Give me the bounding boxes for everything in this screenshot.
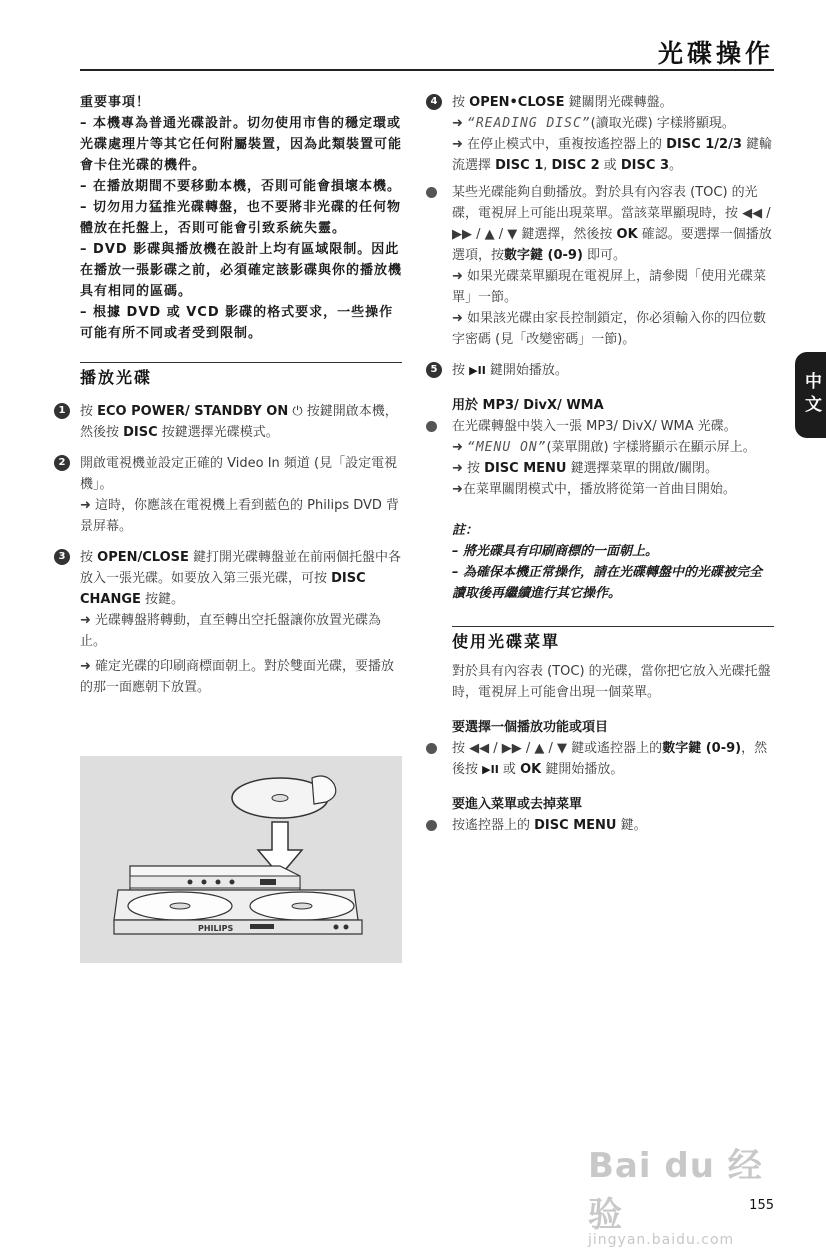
step-text: 開啟電視機並設定正確的 Video In 頻道 (見「設定電視機」。	[80, 456, 398, 492]
disc-tray-drawing	[80, 756, 402, 963]
step-number: 2	[54, 455, 70, 471]
bullet-icon	[426, 743, 437, 754]
step-text: 按 OPEN•CLOSE 鍵關閉光碟轉盤。	[452, 95, 673, 110]
right-column	[430, 92, 774, 836]
select-subheading: 要選擇一個播放功能或項目	[452, 720, 609, 735]
important-line: – 本機專為普通光碟設計。切勿使用市售的穩定環或光碟處理片等其它任何附屬裝置，因為此類裝置可能會卡住光碟的機件。	[80, 116, 403, 173]
bullet-icon	[426, 421, 437, 432]
player-front-panel	[114, 920, 362, 934]
page-number: 155	[749, 1198, 774, 1213]
item-text: 按遙控器上的 DISC MENU 鍵。	[452, 818, 647, 833]
step-result: ➜ 這時，你應該在電視機上看到藍色的 Philips DVD 背景屏幕。	[80, 498, 400, 534]
item-result: ➜ 按 DISC MENU 鍵選擇菜單的開啟/關閉。	[452, 461, 718, 476]
item-result: ➜ 如果該光碟由家長控制鎖定，你必須輸入你的四位數字密碼 (見「改變密碼」一節)。	[452, 311, 767, 347]
play-section-title: 播放光碟	[80, 362, 402, 397]
step-number: 1	[54, 403, 70, 419]
item-text: 在光碟轉盤中裝入一張 MP3/ DivX/ WMA 光碟。	[452, 419, 737, 434]
step-4	[430, 92, 774, 176]
important-line: – 在播放期間不要移動本機，否則可能會損壞本機。	[80, 179, 402, 194]
step-result: ➜ 在停止模式中，重複按遙控器上的 DISC 1/2/3 鍵輪流選擇 DISC 1, DISC 2 或 DISC 3。	[452, 137, 773, 173]
disc-menu-section-title: 使用光碟菜單	[452, 626, 774, 661]
enter-menu-item	[452, 815, 774, 836]
step-result: ➜ 光碟轉盤將轉動，直至轉出空托盤讓你放置光碟為止。	[80, 613, 382, 649]
note-line: – 為確保本機正常操作，請在光碟轉盤中的光碟被完全讀取後再繼續進行其它操作。	[452, 565, 763, 601]
step-number: 3	[54, 549, 70, 565]
language-tab: 中文	[795, 352, 826, 438]
item-text: 某些光碟能夠自動播放。對於具有內容表 (TOC) 的光碟，電視屏上可能出現菜單。當該菜單顯現時，按 ◀◀ / ▶▶ / ▲ / ▼ 鍵選擇，然後按 OK 確認。要選擇一個播放選項，按數字鍵 (0-9) 即可。	[452, 185, 772, 263]
header-rule	[80, 69, 774, 71]
step-text: 按 OPEN/CLOSE 鍵打開光碟轉盤並在前兩個托盤中各放入一張光碟。如要放入第三張光碟，可按 DISC CHANGE 按鍵。	[80, 550, 402, 607]
page-title: 光碟操作	[657, 39, 774, 68]
bullet-icon	[426, 187, 437, 198]
step-number: 4	[426, 94, 442, 110]
step-5	[430, 360, 774, 381]
note-title: 註：	[452, 523, 479, 538]
left-column	[58, 92, 403, 698]
disc-menu-intro: 對於具有內容表 (TOC) 的光碟，當你把它放入光碟托盤時，電視屏上可能會出現一個菜單。	[452, 664, 771, 700]
disc-loading-illustration	[80, 756, 402, 963]
watermark-logo: Bai du 经验	[588, 1146, 763, 1235]
bullet-icon	[426, 820, 437, 831]
important-line: – DVD 影碟與播放機在設計上均有區域限制。因此在播放一張影碟之前，必須確定該影碟與你的播放機具有相同的區碼。	[80, 242, 403, 299]
enter-menu-subheading: 要進入菜單或去掉菜單	[452, 797, 583, 812]
important-line: – 根據 DVD 或 VCD 影碟的格式要求，一些操作可能有所不同或者受到限制。	[80, 305, 394, 341]
select-item	[452, 738, 774, 780]
item-result: ➜在菜單關閉模式中，播放將從第一首曲目開始。	[452, 482, 736, 497]
item-result: ➜ 如果光碟菜單顯現在電視屏上，請參閱「使用光碟菜單」一節。	[452, 269, 767, 305]
important-notice	[80, 92, 402, 344]
brand-logo: PHILIPS	[198, 924, 234, 933]
step-result: ➜ “READING DISC”(讀取光碟) 字樣將顯現。	[452, 116, 735, 131]
step-text: 按 ECO POWER/ STANDBY ON ⏻ 按鍵開啟本機，然後按 DISC 按鍵選擇光碟模式。	[80, 404, 398, 440]
watermark-url: jingyan.baidu.com	[588, 1232, 735, 1248]
step-text: 按 ▶II 鍵開始播放。	[452, 363, 568, 378]
item-text: 按 ◀◀ / ▶▶ / ▲ / ▼ 鍵或遙控器上的數字鍵 (0-9)，然後按 ▶II 或 OK 鍵開始播放。	[452, 741, 768, 777]
step-1	[58, 401, 402, 443]
mp3-subheading: 用於 MP3/ DivX/ WMA	[452, 398, 604, 413]
hand-icon	[312, 776, 336, 804]
step-number: 5	[426, 362, 442, 378]
note-line: – 將光碟具有印刷商標的一面朝上。	[452, 544, 659, 559]
important-title: 重要事項！	[80, 95, 151, 110]
auto-play-item	[452, 182, 774, 350]
step-2	[58, 453, 402, 537]
step-result: ➜ 確定光碟的印刷商標面朝上。對於雙面光碟，要播放的那一面應朝下放置。	[80, 659, 395, 695]
step-3	[58, 547, 402, 698]
important-line: – 切勿用力猛推光碟轉盤，也不要將非光碟的任何物體放在托盤上，否則可能會引致系統失靈。	[80, 200, 402, 236]
note-block	[452, 520, 774, 604]
mp3-item	[452, 416, 774, 500]
item-result: ➜ “MENU ON”(菜單開啟) 字樣將顯示在顯示屏上。	[452, 440, 756, 455]
